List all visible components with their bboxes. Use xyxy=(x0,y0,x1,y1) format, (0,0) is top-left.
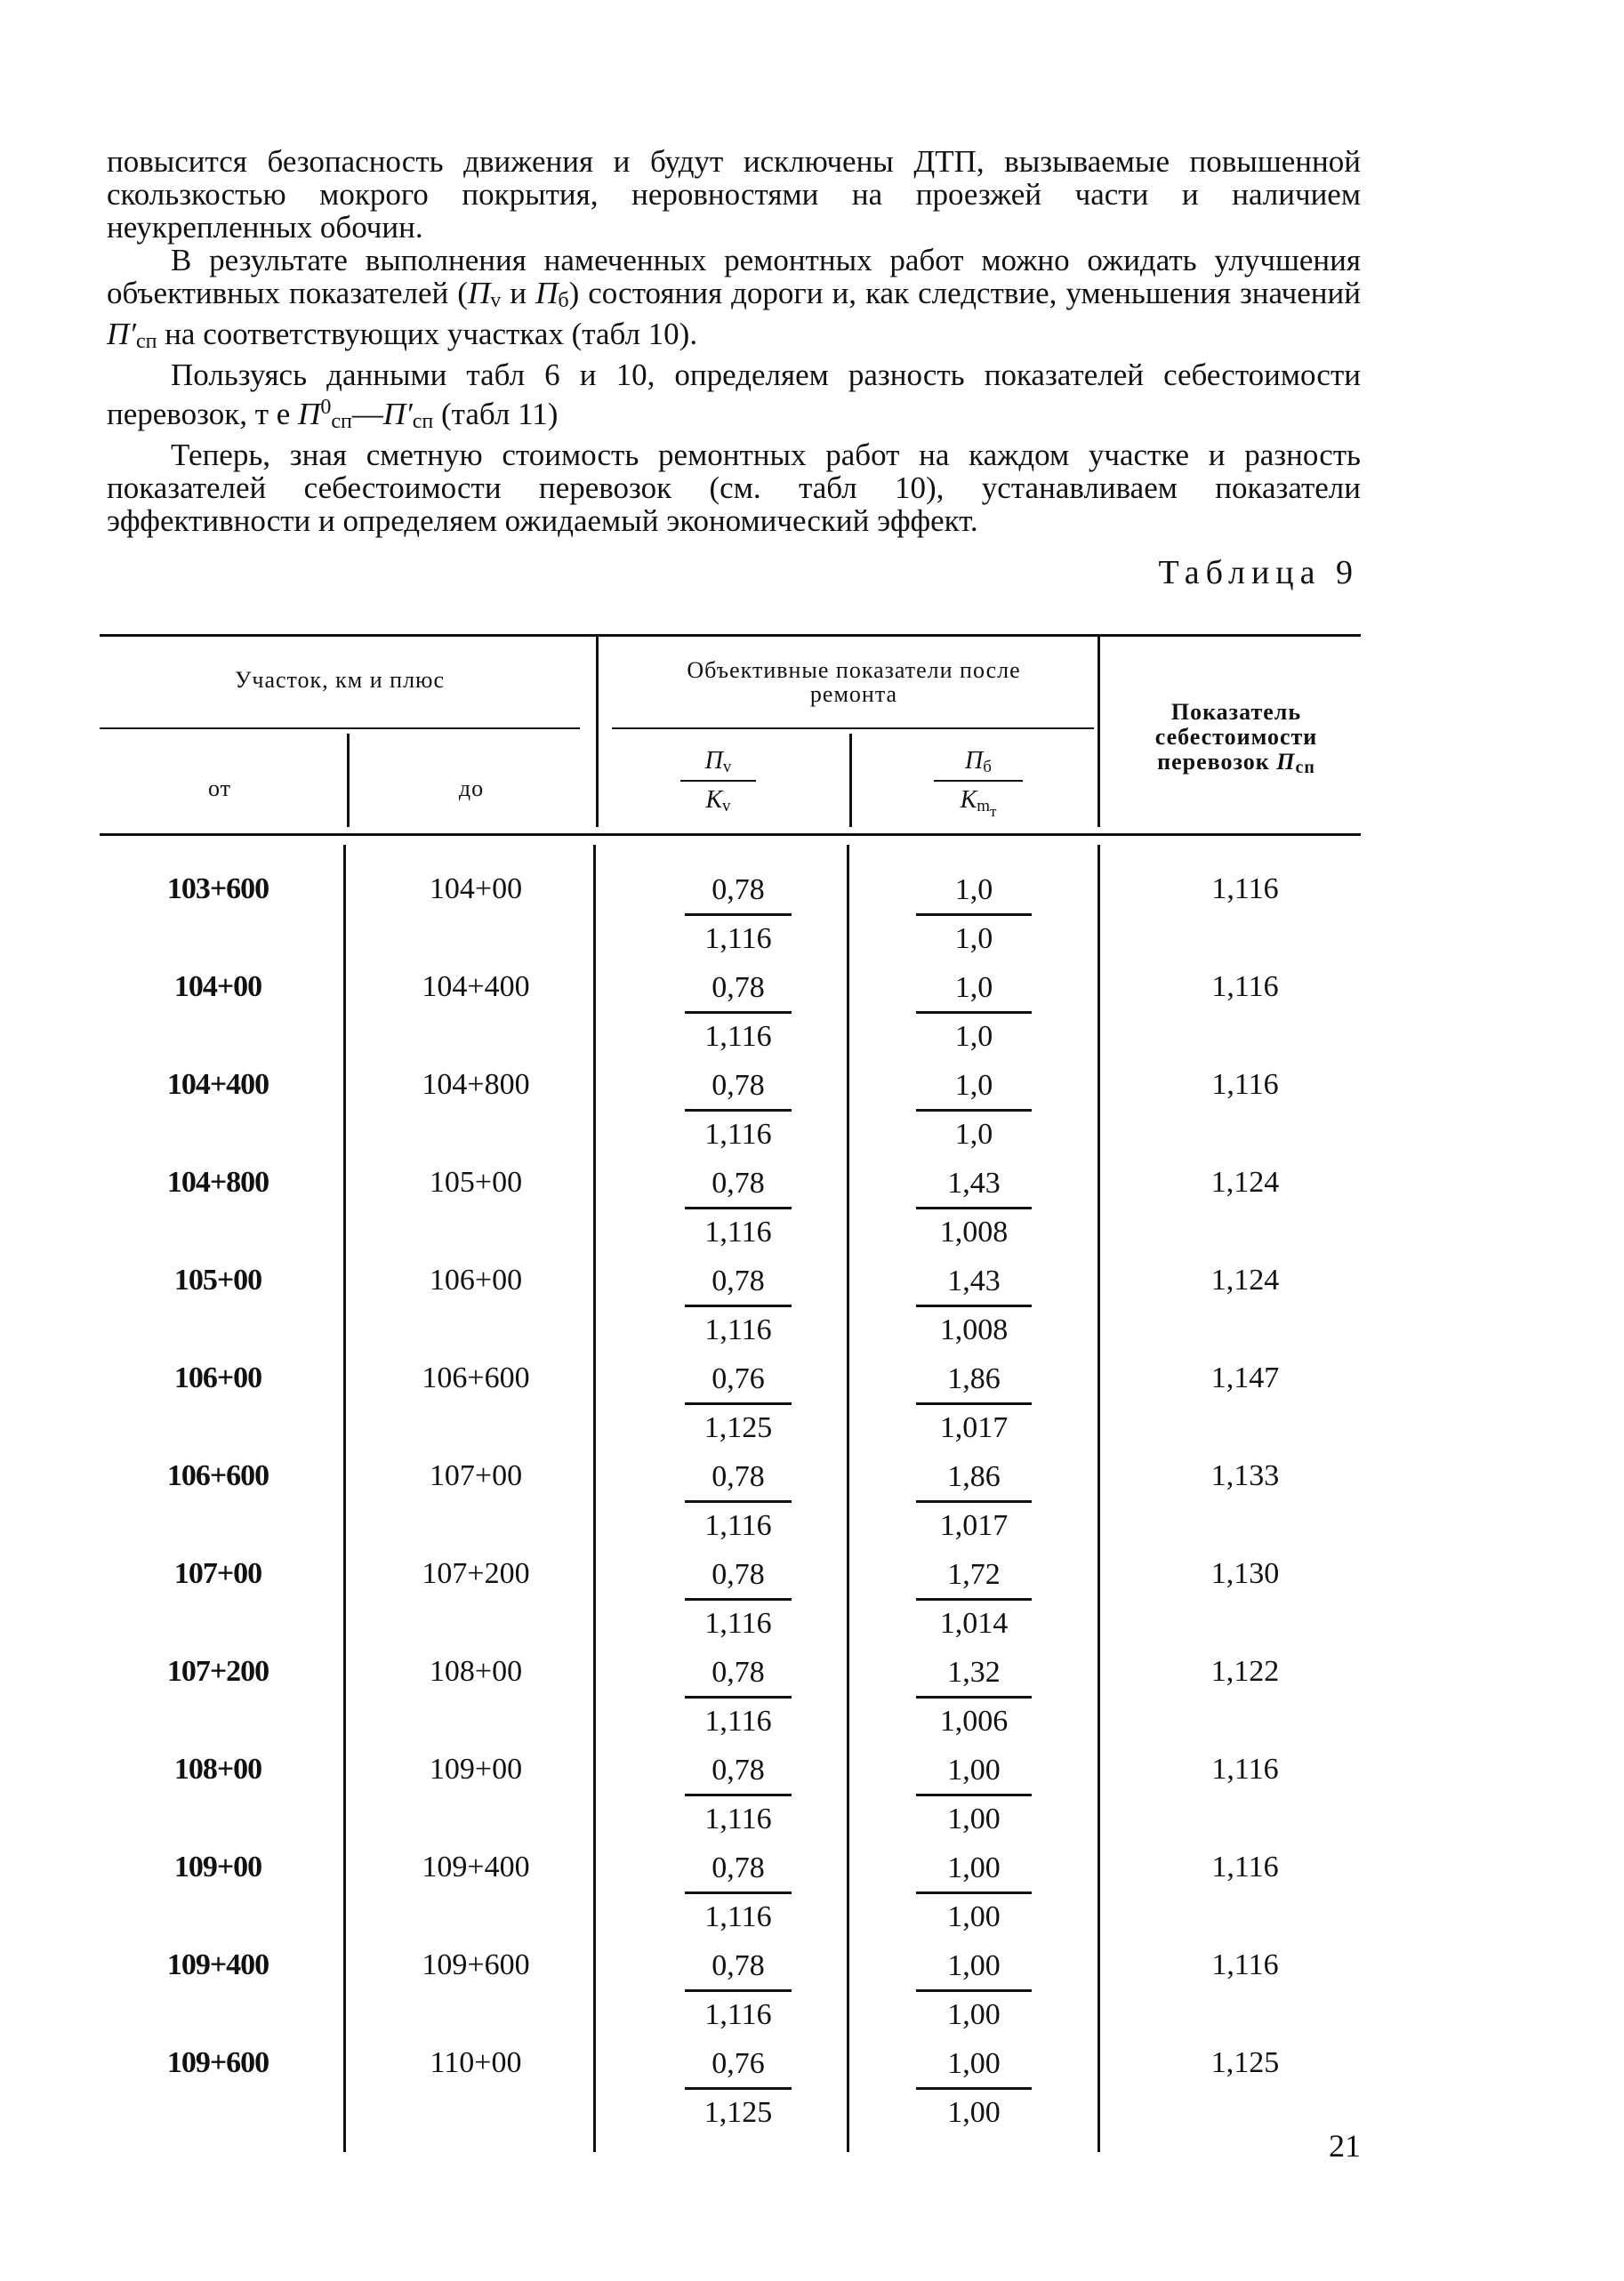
pb-kmt-fraction xyxy=(916,867,1032,962)
cell-kmt: 1,006 xyxy=(939,1705,1009,1738)
pb-kmt-fraction xyxy=(916,1356,1032,1451)
cell-from: 107+200 xyxy=(166,1655,269,1688)
cell-to: 105+00 xyxy=(429,1166,523,1199)
pb-kmt-fraction xyxy=(916,1845,1032,1940)
cell-pv: 0,78 xyxy=(712,1167,765,1200)
cell-psp: 1,147 xyxy=(1210,1361,1280,1394)
cell-psp: 1,124 xyxy=(1210,1264,1280,1297)
cell-pb: 1,43 xyxy=(947,1167,1001,1200)
cell-kmt: 1,017 xyxy=(939,1509,1009,1542)
cell-to: 104+00 xyxy=(429,872,523,905)
cell-to: 106+600 xyxy=(422,1361,530,1394)
pv-kv-fraction xyxy=(685,1454,792,1549)
table-row xyxy=(0,1552,1624,1650)
cell-from: 104+400 xyxy=(166,1068,269,1101)
cell-from: 109+600 xyxy=(166,2046,269,2079)
cell-pv: 0,76 xyxy=(712,2047,765,2080)
table-header-rule xyxy=(100,833,1361,836)
pb-kmt-fraction xyxy=(916,1161,1032,1256)
cell-to: 109+600 xyxy=(422,1948,530,1981)
paragraph-3: Пользуясь данными табл 6 и 10, определяем разность показателей себестоимости перевозок, т е $П^0сп—П'сп$ (табл 11) xyxy=(107,357,1361,433)
pv-kv-fraction xyxy=(685,1650,792,1745)
pb-kmt-fraction xyxy=(916,2041,1032,2136)
cell-kv: 1,116 xyxy=(704,1118,772,1151)
cell-psp: 1,116 xyxy=(1211,1068,1279,1101)
pv-kv-fraction xyxy=(685,867,792,962)
cell-kmt: 1,00 xyxy=(947,1803,1001,1835)
section-subrule xyxy=(100,727,580,729)
paragraph-4: Теперь, зная сметную стоимость ремонтных работ на каждом участке и разность показателей себестоимости перевозок (см. табл 10), устанавливаем показатели эффективности и определяем ожидаемый экономический эффект. xyxy=(107,438,1361,538)
pb-kmt-fraction xyxy=(916,1258,1032,1353)
header-pv-fraction: $П_v$ $К_v$ xyxy=(680,743,756,819)
table-row xyxy=(0,1845,1624,1943)
cell-to: 110+00 xyxy=(430,2046,522,2079)
body-text xyxy=(107,145,1361,537)
cell-psp: 1,122 xyxy=(1210,1655,1280,1688)
cell-from: 106+600 xyxy=(166,1459,269,1492)
pv-kv-fraction xyxy=(685,1356,792,1451)
header-objective: Объективные показатели после ремонта xyxy=(687,657,1021,707)
cell-pv: 0,78 xyxy=(712,971,765,1004)
table-row xyxy=(0,1650,1624,1747)
table-row xyxy=(0,1747,1624,1845)
cell-kv: 1,116 xyxy=(704,1020,772,1053)
cell-pv: 0,78 xyxy=(712,1851,765,1884)
cell-pb: 1,43 xyxy=(947,1265,1001,1297)
header-cost: Показатель себестоимости перевозок $П_{сп}$ xyxy=(1154,699,1318,777)
table-row xyxy=(0,1063,1624,1161)
pb-kmt-fraction xyxy=(916,1747,1032,1843)
table-row xyxy=(0,2041,1624,2139)
table-row xyxy=(0,1943,1624,2041)
cell-pv: 0,78 xyxy=(712,1460,765,1493)
paragraph-1: повысится безопасность движения и будут исключены ДТП, вызываемые повышенной скользкостью мокрого покрытия, неровностями на проезжей части и наличием неукрепленных обочин. xyxy=(107,144,1361,245)
cell-pb: 1,00 xyxy=(947,1754,1001,1787)
table-row xyxy=(0,1356,1624,1454)
pv-kv-fraction xyxy=(685,1552,792,1647)
header-section: Участок, км и плюс xyxy=(234,667,446,693)
header-vrule-1 xyxy=(596,634,599,827)
cell-psp: 1,124 xyxy=(1210,1166,1280,1199)
cell-kv: 1,116 xyxy=(704,1313,772,1346)
header-to: до xyxy=(458,775,485,801)
cell-from: 106+00 xyxy=(173,1361,262,1394)
cell-pv: 0,78 xyxy=(712,873,765,906)
cell-kmt: 1,008 xyxy=(939,1216,1009,1249)
pb-kmt-fraction xyxy=(916,1943,1032,2038)
cell-kv: 1,116 xyxy=(704,1705,772,1738)
cell-kv: 1,116 xyxy=(704,1216,772,1249)
cell-from: 103+600 xyxy=(166,872,269,905)
cell-kv: 1,116 xyxy=(704,1900,772,1933)
table-row xyxy=(0,1161,1624,1258)
cell-psp: 1,125 xyxy=(1210,2046,1280,2079)
cell-from: 108+00 xyxy=(173,1753,262,1786)
cell-psp: 1,130 xyxy=(1210,1557,1280,1590)
table-caption: Таблица 9 xyxy=(1158,554,1359,591)
cell-kv: 1,125 xyxy=(703,2096,773,2129)
cell-from: 105+00 xyxy=(173,1264,262,1297)
header-vrule-3 xyxy=(849,734,852,827)
pb-kmt-fraction xyxy=(916,1650,1032,1745)
cell-psp: 1,116 xyxy=(1211,1948,1279,1981)
cell-pb: 1,72 xyxy=(947,1558,1001,1591)
cell-psp: 1,116 xyxy=(1211,872,1279,905)
cell-to: 107+00 xyxy=(429,1459,523,1492)
cell-psp: 1,116 xyxy=(1211,970,1279,1003)
cell-kv: 1,125 xyxy=(703,1411,773,1444)
cell-kmt: 1,00 xyxy=(947,1998,1001,2031)
cell-to: 108+00 xyxy=(429,1655,523,1688)
table-row xyxy=(0,1454,1624,1552)
cell-kmt: 1,0 xyxy=(954,1020,993,1053)
cell-pb: 1,00 xyxy=(947,1949,1001,1982)
table-top-rule xyxy=(100,634,1361,637)
cell-pv: 0,78 xyxy=(712,1558,765,1591)
pv-kv-fraction xyxy=(685,1747,792,1843)
cell-pb: 1,86 xyxy=(947,1362,1001,1395)
pb-kmt-fraction xyxy=(916,965,1032,1060)
cell-kv: 1,116 xyxy=(704,1509,772,1542)
page-number: 21 xyxy=(1329,2128,1361,2164)
cell-kv: 1,116 xyxy=(704,1998,772,2031)
cell-to: 109+00 xyxy=(429,1753,523,1786)
pv-kv-fraction xyxy=(685,1258,792,1353)
pv-kv-fraction xyxy=(685,965,792,1060)
cell-from: 109+00 xyxy=(173,1851,262,1883)
pv-kv-fraction xyxy=(685,1845,792,1940)
cell-to: 106+00 xyxy=(429,1264,523,1297)
pv-kv-fraction xyxy=(685,1063,792,1158)
cell-kmt: 1,014 xyxy=(939,1607,1009,1640)
cell-from: 104+800 xyxy=(166,1166,269,1199)
cell-psp: 1,116 xyxy=(1211,1851,1279,1883)
cell-to: 104+400 xyxy=(422,970,530,1003)
pv-kv-fraction xyxy=(685,2041,792,2136)
cell-pb: 1,00 xyxy=(947,1851,1001,1884)
cell-kv: 1,116 xyxy=(704,922,772,955)
cell-pv: 0,78 xyxy=(712,1754,765,1787)
pb-kmt-fraction xyxy=(916,1454,1032,1549)
paragraph-2: В результате выполнения намеченных ремонтных работ можно ожидать улучшения объективных показателей (Пv и Пб) состояния дороги и, как следствие, уменьшения значений П′сп на соответствующих участках (табл 10). xyxy=(107,243,1361,353)
cell-pv: 0,78 xyxy=(712,1265,765,1297)
cell-kv: 1,116 xyxy=(704,1803,772,1835)
table-row xyxy=(0,965,1624,1063)
cell-kmt: 1,017 xyxy=(939,1411,1009,1444)
cell-kmt: 1,00 xyxy=(947,1900,1001,1933)
cell-pb: 1,32 xyxy=(947,1656,1001,1689)
table-row xyxy=(0,1258,1624,1356)
cell-to: 104+800 xyxy=(422,1068,530,1101)
cell-to: 107+200 xyxy=(422,1557,530,1590)
cell-from: 107+00 xyxy=(173,1557,262,1590)
pb-kmt-fraction xyxy=(916,1063,1032,1158)
cell-pv: 0,76 xyxy=(712,1362,765,1395)
cell-pb: 1,0 xyxy=(954,873,993,906)
cell-from: 109+400 xyxy=(166,1948,269,1981)
pb-kmt-fraction xyxy=(916,1552,1032,1647)
pv-kv-fraction xyxy=(685,1161,792,1256)
cell-pb: 1,86 xyxy=(947,1460,1001,1493)
cell-kmt: 1,008 xyxy=(939,1313,1009,1346)
cell-pb: 1,0 xyxy=(954,1069,993,1102)
cell-kmt: 1,00 xyxy=(947,2096,1001,2129)
objective-subrule xyxy=(612,727,1094,729)
cell-to: 109+400 xyxy=(422,1851,530,1883)
header-pb-fraction: $П_б$ $К_{mт}$ xyxy=(934,743,1023,819)
cell-pb: 1,0 xyxy=(954,971,993,1004)
cell-kmt: 1,0 xyxy=(954,1118,993,1151)
cell-from: 104+00 xyxy=(173,970,262,1003)
header-from: от xyxy=(207,775,232,801)
cell-kmt: 1,0 xyxy=(954,922,993,955)
cell-kv: 1,116 xyxy=(704,1607,772,1640)
cell-pv: 0,78 xyxy=(712,1949,765,1982)
header-vrule-2 xyxy=(347,734,350,827)
cell-psp: 1,116 xyxy=(1211,1753,1279,1786)
cell-pv: 0,78 xyxy=(712,1069,765,1102)
pv-kv-fraction xyxy=(685,1943,792,2038)
cell-pv: 0,78 xyxy=(712,1656,765,1689)
cell-psp: 1,133 xyxy=(1210,1459,1280,1492)
header-vrule-4 xyxy=(1097,634,1100,827)
cell-pb: 1,00 xyxy=(947,2047,1001,2080)
table-row xyxy=(0,867,1624,965)
